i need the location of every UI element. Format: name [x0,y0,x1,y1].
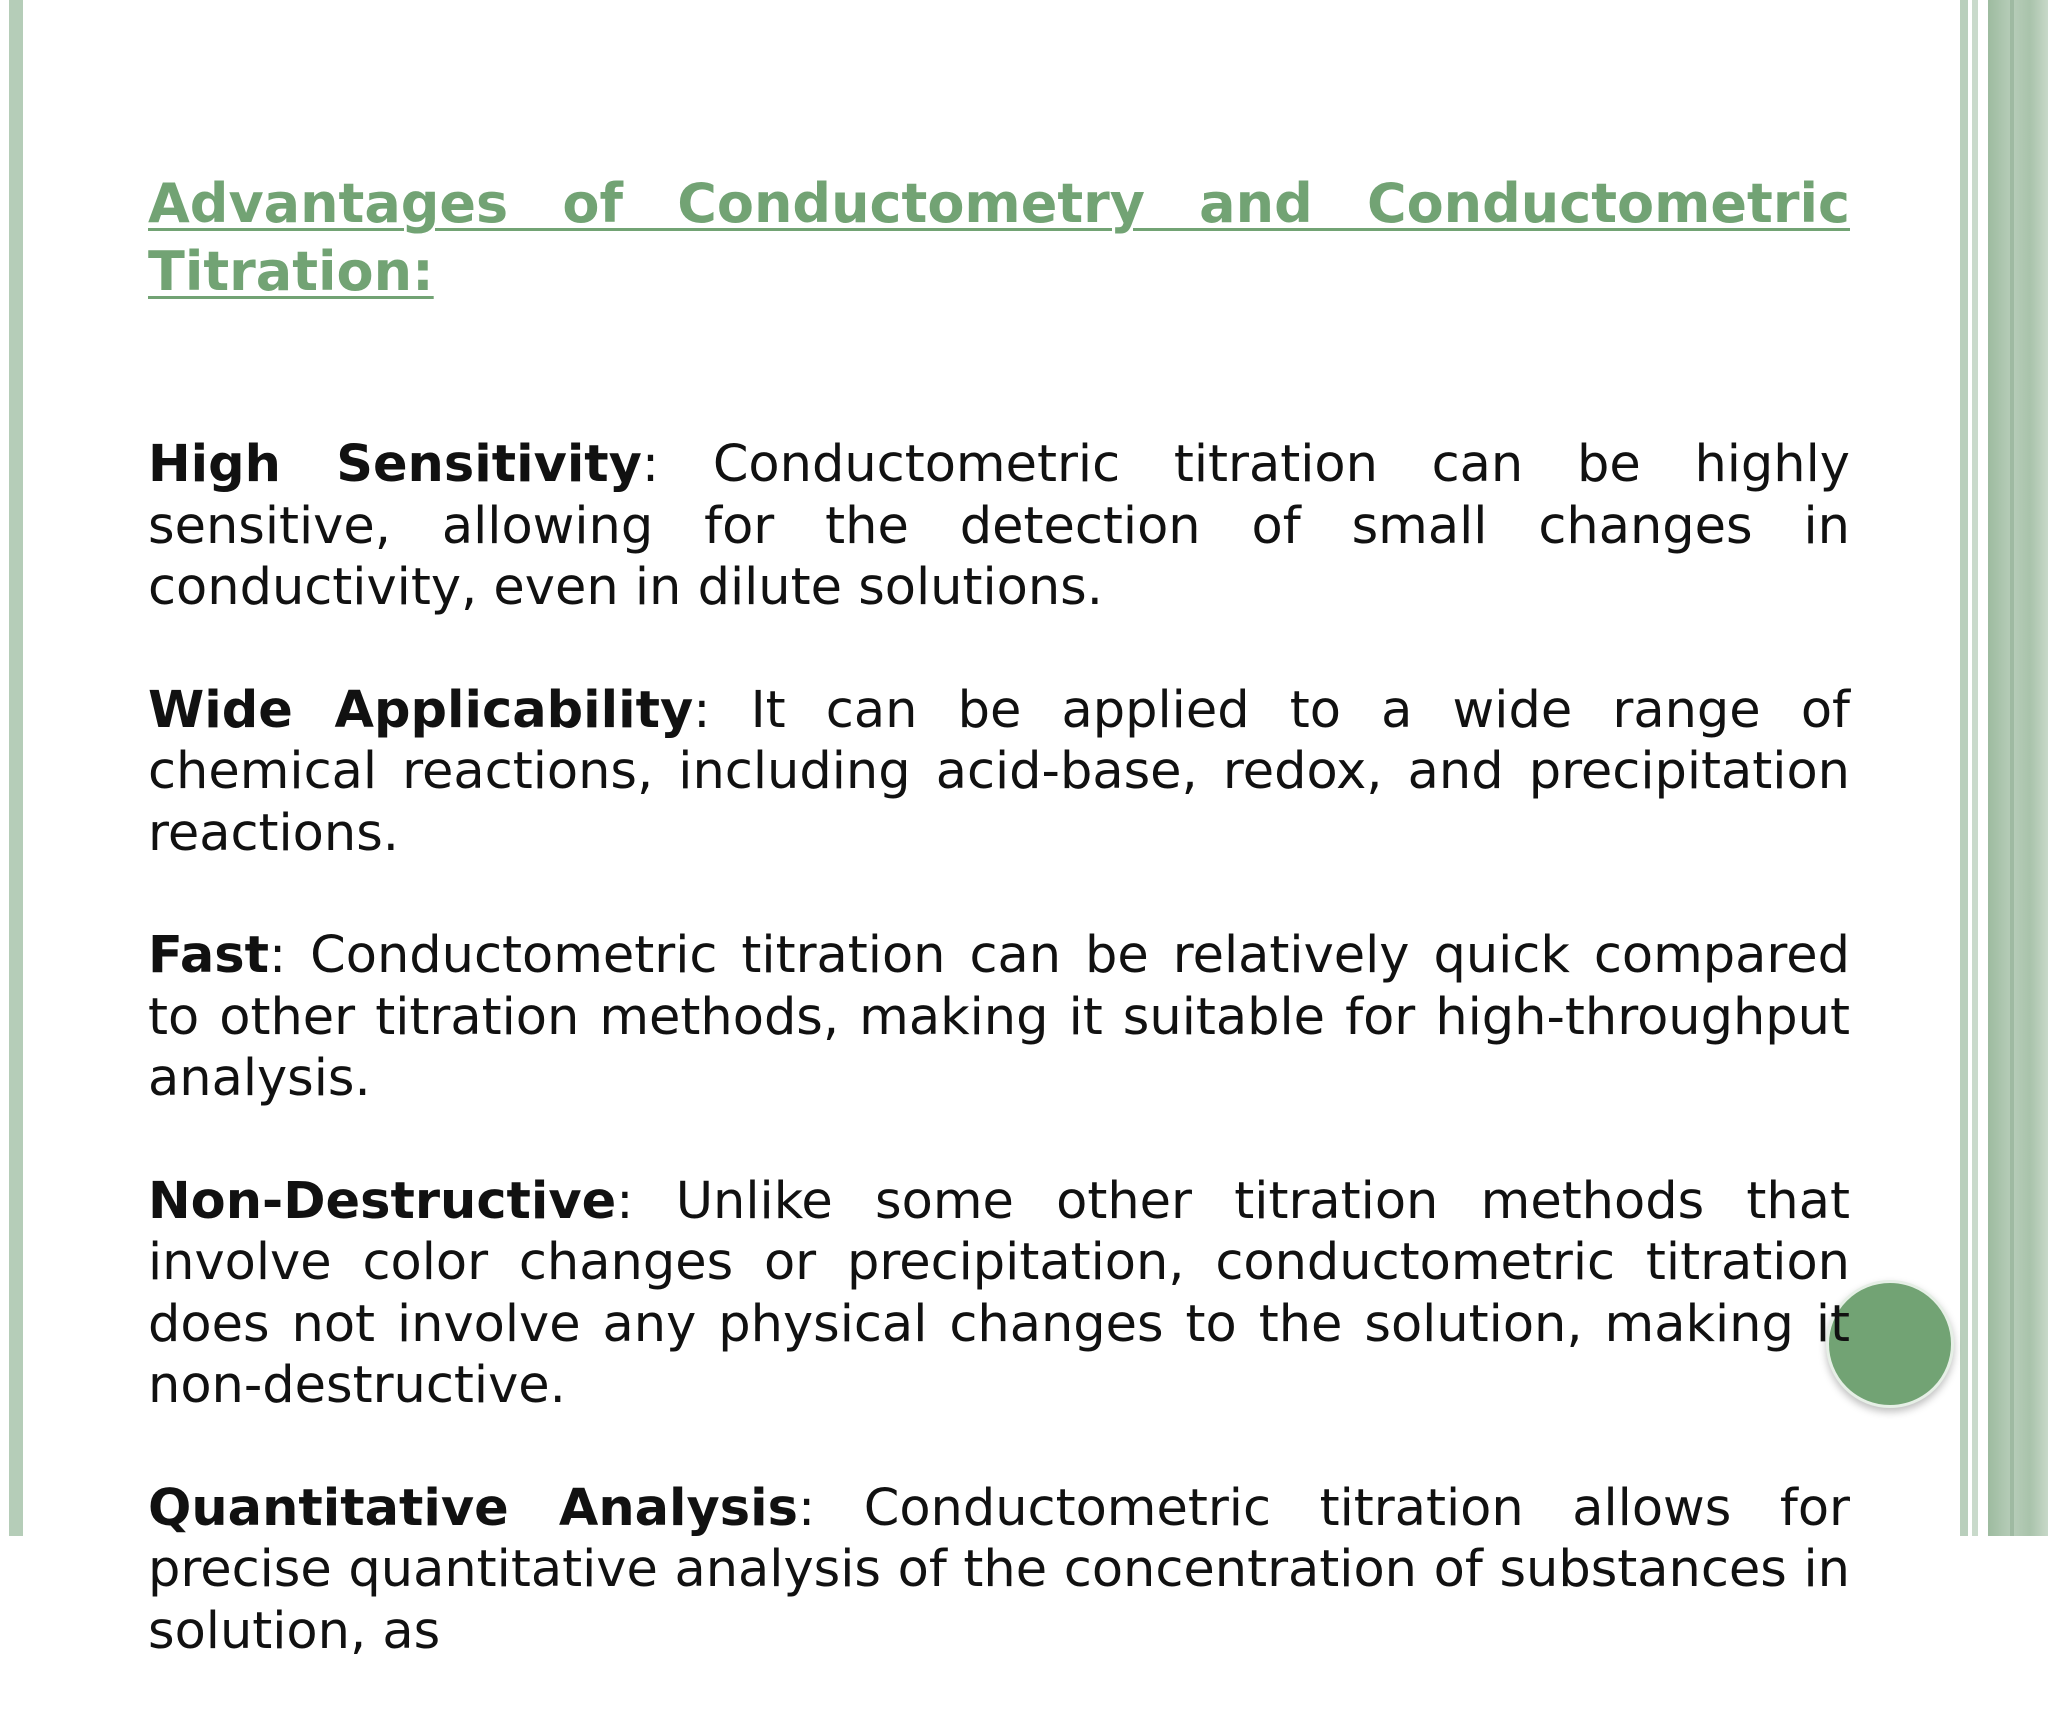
item-text: : Conductometric titration can be highly sensitive, allowing for the detection of small changes in conductivity, even in dilute solutions. [148,435,1850,617]
item-term: Fast [148,926,270,985]
left-border-decoration [9,0,23,1536]
list-item [148,925,1850,1110]
item-text: : It can be applied to a wide range of chemical reactions, including acid-base, redox, and precipitation reactions. [148,680,1850,863]
item-term: Quantitative Analysis [148,1478,798,1538]
advantages-list [148,434,1850,1662]
list-item [148,680,1850,865]
item-text: : Unlike some other titration methods that involve color changes or precipitation, conductometric titration does not involve any physical changes to the solution, making it non-destructive. [148,1171,1850,1415]
item-text: : Conductometric titration can be relatively quick compared to other titration methods, making it suitable for high-throughput analysis. [148,926,1850,1108]
list-item [148,434,1850,619]
slide-content [148,170,1850,1723]
item-text: : Conductometric titration allows for precise quantitative analysis of the concentration of substances in solution, as [148,1478,1851,1661]
item-term: Wide Applicability [148,680,694,740]
right-frame-band [1988,0,2048,1536]
slide-title: Advantages of Conductometry and Conductometric Titration: [148,172,1850,303]
right-frame-line [1960,0,1968,1536]
right-frame-line [1972,0,1978,1536]
list-item [148,1478,1850,1663]
right-frame-decoration [1956,0,2048,1536]
item-term: High Sensitivity [148,435,642,494]
item-term: Non-Destructive [148,1171,617,1231]
right-frame-band-line [2010,0,2014,1536]
list-item [148,1171,1850,1417]
